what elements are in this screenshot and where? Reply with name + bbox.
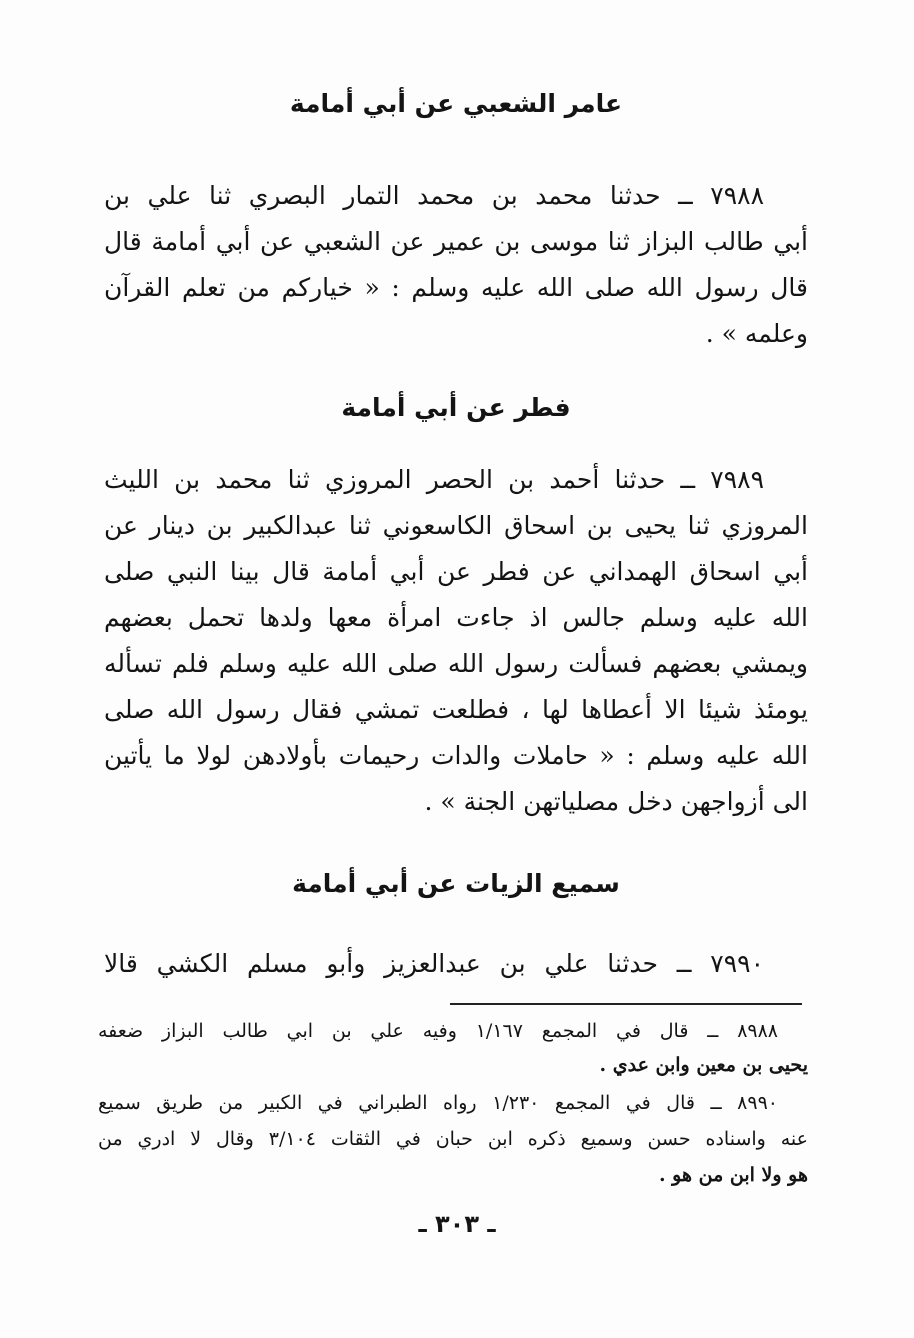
text-line: الله عليه وسلم جالس اذ جاءت امرأة معها ولدها تحمل بعضهم: [104, 603, 808, 632]
text-line: ويمشي بعضهم فسألت رسول الله صلى الله عليه وسلم فلم تسأله: [104, 649, 808, 678]
text-line: ٧٩٨٩ ــ حدثنا أحمد بن الحصر المروزي ثنا محمد بن الليث: [104, 465, 764, 494]
text-line: قال رسول الله صلى الله عليه وسلم : « خياركم من تعلم القرآن: [104, 273, 808, 302]
footnote-divider: [450, 1003, 802, 1005]
footnote-line: يحيى بن معين وابن عدي .: [599, 1054, 808, 1076]
footnote-line: ٨٩٨٨ ــ قال في المجمع ١/١٦٧ وفيه علي بن ابي طالب البزاز ضعفه: [98, 1020, 778, 1042]
section-heading: عامر الشعبي عن أبي أمامة: [289, 89, 623, 118]
footnote-line: عنه واسناده حسن وسميع ذكره ابن حبان في الثقات ٣/١٠٤ وقال لا ادري من: [98, 1128, 808, 1150]
text-line: المروزي ثنا يحيى بن اسحاق الكاسعوني ثنا عبدالكبير بن دينار عن: [104, 511, 808, 540]
section-heading: سميع الزيات عن أبي أمامة: [292, 869, 620, 898]
footnote-line: ٨٩٩٠ ــ قال في المجمع ١/٢٣٠ رواه الطبراني في الكبير من طريق سميع: [98, 1092, 778, 1114]
text-line: الى أزواجهن دخل مصلياتهن الجنة » .: [424, 787, 808, 816]
page-number: ـ ٣٠٣ ـ: [418, 1210, 496, 1238]
text-line: ٧٩٨٨ ــ حدثنا محمد بن محمد التمار البصري ثنا علي بن: [104, 181, 764, 210]
text-line: وعلمه » .: [705, 319, 808, 348]
section-heading: فطر عن أبي أمامة: [341, 393, 571, 422]
text-line: أبي طالب البزاز ثنا موسى بن عمير عن الشعبي عن أبي أمامة قال: [104, 227, 808, 256]
text-line: يومئذ شيئا الا أعطاها لها ، فطلعت تمشي فقال رسول الله صلى: [104, 695, 808, 724]
text-line: أبي اسحاق الهمداني عن فطر عن أبي أمامة قال بينا النبي صلى: [104, 557, 808, 586]
footnote-line: هو ولا ابن من هو .: [658, 1164, 808, 1186]
text-line: الله عليه وسلم : « حاملات والدات رحيمات بأولادهن لولا ما يأتين: [104, 741, 808, 770]
text-line: ٧٩٩٠ ــ حدثنا علي بن عبدالعزيز وأبو مسلم الكشي قالا: [104, 949, 764, 978]
